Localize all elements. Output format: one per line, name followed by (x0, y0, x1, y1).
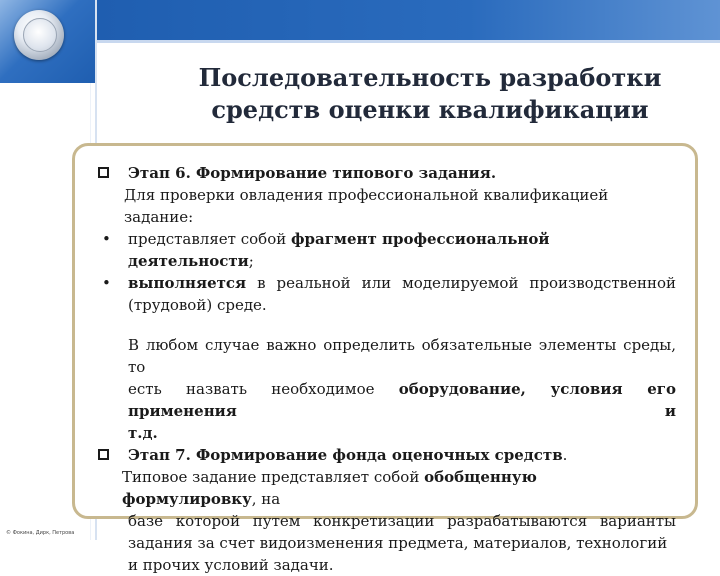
stage-7-label: Этап 7. Формирование фонда оценочных средств (128, 446, 563, 464)
bullet-2-bold: выполняется (128, 274, 247, 292)
typical-line-2 (96, 510, 676, 532)
title-line-2: средств оценки квалификации (211, 95, 649, 124)
bullet-dot: • (102, 230, 111, 248)
typical-text-1: Типовое задание представляет собой (122, 468, 425, 486)
bullet-item-1 (96, 228, 676, 272)
bullet-2-text-cont: (трудовой) среде. (128, 296, 267, 314)
note-line-3 (96, 422, 676, 444)
bullet-1-text: представляет собой (128, 230, 291, 248)
typical-text-2: базе которой путем конкретизации разрабатываются варианты (128, 512, 676, 530)
stage-6-label: Этап 6. Формирование типового задания. (128, 164, 497, 182)
note-text-1: В любом случае важно определить обязательные элементы среды, то (128, 336, 676, 376)
title-line-1: Последовательность разработки (198, 63, 662, 92)
note-line-1 (96, 334, 676, 378)
note-bold-3: т.д. (128, 424, 158, 442)
note-text-2: есть назвать необходимое (128, 380, 399, 398)
note-bold-2: оборудование, условия его применения и (128, 380, 676, 420)
stage-6-item (96, 162, 676, 184)
slide-title (180, 62, 680, 126)
header-bar-fade (95, 40, 720, 43)
typical-line-1 (96, 466, 676, 510)
stage-7-item (96, 444, 676, 466)
bullet-item-2-cont (96, 294, 676, 316)
bullet-2-text: в реальной или моделируемой производственной (246, 274, 676, 292)
bullet-1-bold: фрагмент профессиональной деятельности (128, 230, 550, 270)
checkbox-bullet-icon (98, 167, 109, 178)
bullet-dot: • (102, 274, 111, 292)
stage-7-end: . (562, 446, 568, 464)
typical-text-3: задания за счет видоизменения предмета, материалов, технологий (128, 534, 668, 552)
bullet-item-2 (96, 272, 676, 294)
checkbox-bullet-icon (98, 449, 109, 460)
orb-logo-icon (14, 10, 64, 60)
bullet-1-end: ; (248, 252, 254, 270)
typical-text-4: и прочих условий задачи. (128, 556, 334, 574)
typical-line-3 (96, 532, 676, 554)
copyright-footer: © Фокина, Дирк, Петрова (6, 530, 75, 536)
stage-6-intro-text: Для проверки овладения профессиональной квалификацией задание: (124, 186, 609, 226)
header-bar (95, 0, 720, 40)
note-line-2 (96, 378, 676, 422)
content-body (96, 162, 676, 576)
typical-bold-1: обобщенную формулировку (122, 468, 537, 508)
typical-end-1: , на (251, 490, 281, 508)
stage-6-intro (96, 184, 676, 228)
typical-line-4 (96, 554, 676, 576)
